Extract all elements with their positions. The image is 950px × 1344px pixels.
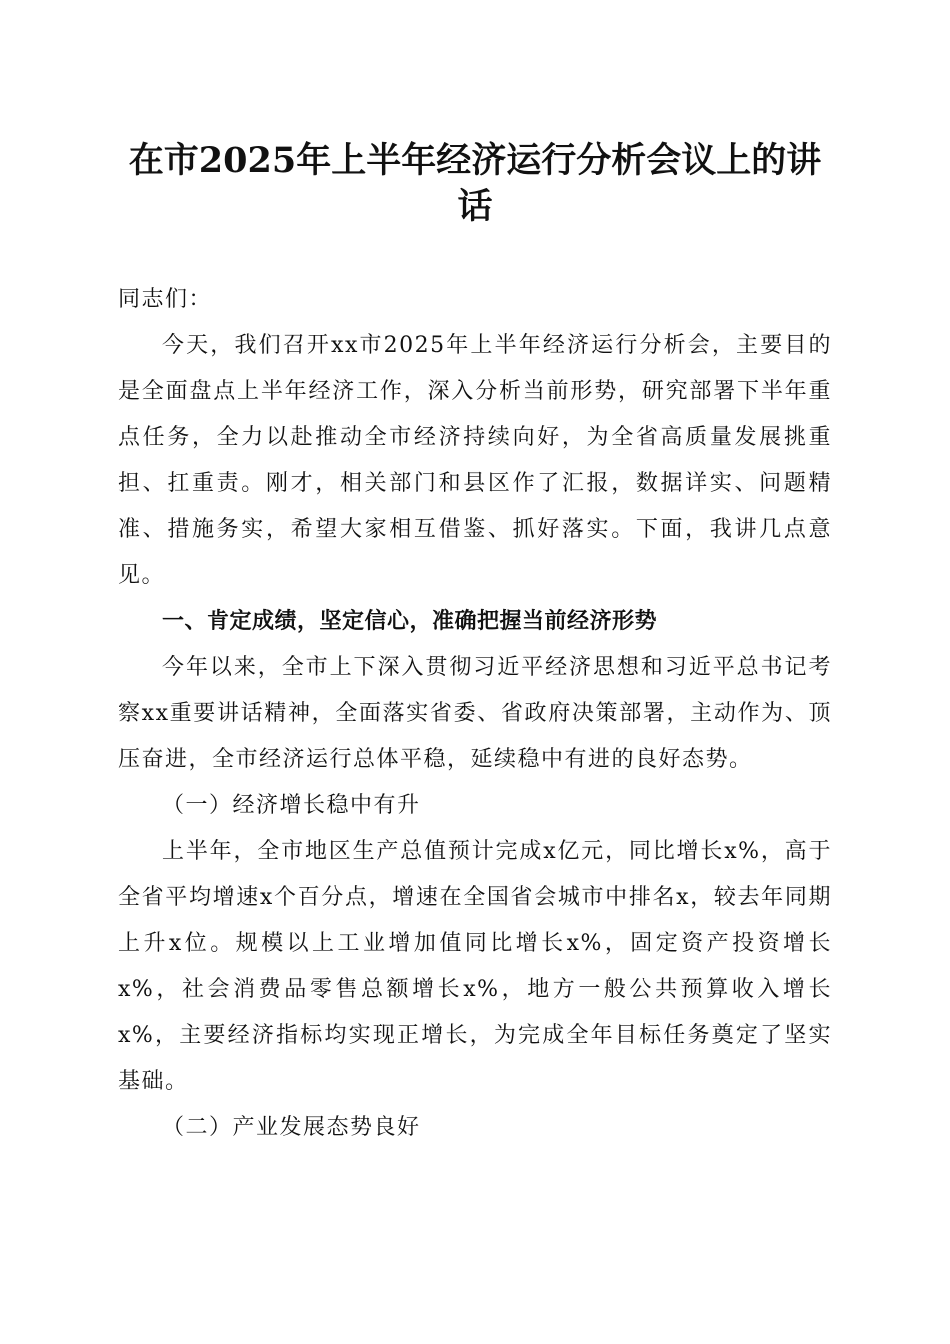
section-1-intro: 今年以来，全市上下深入贯彻习近平经济思想和习近平总书记考察xx重要讲话精神，全面落实省委、省政府决策部署，主动作为、顶压奋进，全市经济运行总体平稳，延续稳中有进的良好态势。	[118, 655, 832, 772]
opening-paragraph: 今天，我们召开xx市2025年上半年经济运行分析会，主要目的是全面盘点上半年经济工作，深入分析当前形势，研究部署下半年重点任务，全力以赴推动全市经济持续向好，为全省高质量发展挑重担、扛重责。刚才，相关部门和县区作了汇报，数据详实、问题精准、措施务实，希望大家相互借鉴、抓好落实。下面，我讲几点意见。	[118, 333, 832, 588]
section-heading-1: 一、肯定成绩，坚定信心，准确把握当前经济形势	[162, 609, 658, 634]
salutation: 同志们：	[118, 287, 213, 312]
subsection-heading-1: （一）经济增长稳中有升	[162, 793, 421, 818]
document-body	[118, 277, 832, 1151]
subsection-heading-2: （二）产业发展态势良好	[162, 1115, 421, 1140]
document-title: 在市2025年上半年经济运行分析会议上的讲话	[128, 140, 822, 227]
subsection-1-text: 上半年，全市地区生产总值预计完成x亿元，同比增长x%，高于全省平均增速x个百分点，增速在全国省会城市中排名x，较去年同期上升x位。规模以上工业增加值同比增长x%，固定资产投资增长x%，社会消费品零售总额增长x%，地方一般公共预算收入增长x%，主要经济指标均实现正增长，为完成全年目标任务奠定了坚实基础。	[118, 839, 832, 1094]
